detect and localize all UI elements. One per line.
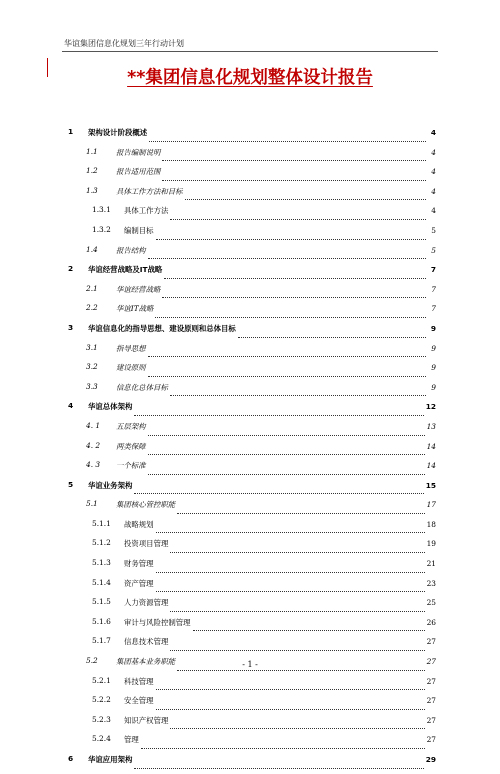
toc-dot-leader [170,552,424,553]
toc-dot-leader [185,199,426,200]
toc-dot-leader [156,572,425,573]
toc-entry-label: 两类保障 [116,441,146,451]
toc-entry-page: 4 [430,128,436,137]
toc-entry-label: 一个标准 [116,461,146,471]
toc-entry-label: 信息化总体目标 [116,382,168,392]
toc-dot-leader [134,493,423,494]
toc-entry-number: 1.4 [86,244,98,254]
toc-dot-leader [134,415,423,416]
toc-entry-label: 华谊信息化的指导思想、建设原则和总体目标 [88,323,236,333]
toc-entry-page: 27 [426,735,436,745]
toc-entry[interactable] [64,441,436,461]
toc-entry-number: 3 [68,322,74,332]
toc-dot-leader [170,650,424,651]
toc-entry[interactable] [64,499,436,519]
toc-entry-number: 1 [68,127,74,136]
margin-mark [47,58,48,77]
toc-entry[interactable] [64,284,436,304]
toc-dot-leader [170,219,426,220]
table-of-contents [64,127,436,774]
running-header: 华谊集团信息化规划三年行动计划 [64,39,184,48]
toc-entry-label: 报告适用范围 [116,167,161,177]
toc-entry-label: 华谊IT战略 [116,304,154,314]
toc-entry-page: 7 [431,284,436,294]
toc-entry-number: 3.3 [86,381,98,391]
toc-entry[interactable] [64,636,436,656]
toc-entry-page: 27 [426,657,436,667]
toc-entry-number: 1.3.2 [92,224,111,234]
toc-dot-leader [170,611,424,612]
toc-entry-page: 27 [426,696,436,706]
toc-entry-number: 5.1.4 [92,577,111,587]
toc-entry[interactable] [64,538,436,558]
toc-entry-number: 5.1.7 [92,636,111,646]
toc-entry-number: 5.1.6 [92,616,111,626]
toc-dot-leader [177,670,424,671]
toc-dot-leader [148,376,426,377]
toc-entry-label: 人力资源管理 [124,598,169,608]
toc-entry[interactable] [64,382,436,402]
toc-dot-leader [148,356,426,357]
page-number: - 1 - [242,660,258,669]
toc-entry-number: 5.1.5 [92,597,111,607]
toc-dot-leader [141,748,425,749]
document-title: **集团信息化规划整体设计报告 [127,68,373,88]
toc-entry-label: 具体工作方法和目标 [116,186,183,196]
toc-entry-label: 科技管理 [124,676,154,686]
toc-entry[interactable] [64,264,436,284]
toc-entry-label: 知识产权管理 [124,715,169,725]
toc-entry-label: 华谊应用架构 [88,755,133,764]
toc-entry[interactable] [64,323,436,343]
toc-entry[interactable] [64,362,436,382]
toc-entry-label: 报告编制说明 [116,147,161,157]
toc-entry-page: 9 [431,343,436,353]
toc-entry-page: 14 [426,441,436,451]
toc-dot-leader [193,630,425,631]
toc-dot-leader [162,297,426,298]
toc-entry-page: 13 [426,421,436,431]
toc-entry-page: 19 [426,539,436,549]
toc-dot-leader [156,532,425,533]
toc-entry-number: 1.3.1 [92,205,111,215]
toc-entry-number: 2.1 [86,283,98,293]
toc-entry[interactable] [64,558,436,578]
toc-entry-label: 架构设计阶段概述 [88,128,148,137]
toc-entry-number: 3.1 [86,342,98,352]
toc-entry[interactable] [64,695,436,715]
toc-entry-label: 具体工作方法 [124,206,169,216]
toc-entry-label: 集团基本业务职能 [116,657,176,667]
toc-entry-page: 21 [426,559,436,569]
toc-entry-page: 15 [425,480,436,490]
toc-dot-leader [148,474,425,475]
toc-dot-leader [156,591,425,592]
toc-entry-number: 5.2.4 [92,734,111,744]
toc-entry-label: 指导思想 [116,343,146,353]
toc-entry[interactable] [64,519,436,539]
toc-entry-number: 4. 3 [86,460,101,470]
toc-entry-number: 5.2 [86,656,98,666]
toc-entry-label: 投资项目管理 [124,539,169,549]
toc-dot-leader [156,239,426,240]
toc-entry-label: 报告结构 [116,245,146,255]
toc-entry-label: 信息技术管理 [124,637,169,647]
toc-entry-page: 27 [426,715,436,725]
toc-entry-page: 7 [430,265,436,275]
toc-entry-number: 5.1.2 [92,538,111,548]
toc-entry-number: 2 [68,264,74,274]
toc-entry-number: 5.2.2 [92,695,111,705]
toc-dot-leader [148,258,426,259]
toc-entry[interactable] [64,754,436,774]
toc-dot-leader [238,337,426,338]
toc-entry-page: 27 [426,637,436,647]
toc-entry[interactable] [64,225,436,245]
toc-entry-label: 资产管理 [124,578,154,588]
toc-entry-page: 4 [431,206,436,216]
toc-entry-number: 4. 1 [86,420,101,430]
toc-entry-label: 五层架构 [116,421,146,431]
toc-dot-leader [148,454,425,455]
toc-entry-page: 23 [426,578,436,588]
toc-entry-page: 5 [431,245,436,255]
toc-entry-number: 2.2 [86,303,98,313]
toc-entry-page: 17 [426,500,436,510]
toc-entry[interactable] [64,460,436,480]
toc-entry[interactable] [64,166,436,186]
toc-entry-label: 华谊业务架构 [88,480,133,490]
toc-entry-number: 6 [68,754,74,763]
toc-entry-page: 5 [431,225,436,235]
toc-entry-page: 9 [431,382,436,392]
toc-entry[interactable] [64,617,436,637]
toc-entry-page: 12 [425,402,436,412]
toc-entry-page: 4 [431,167,436,177]
toc-entry[interactable] [64,205,436,225]
toc-entry[interactable] [64,480,436,500]
toc-entry-label: 财务管理 [124,559,154,569]
toc-dot-leader [170,395,426,396]
toc-entry[interactable] [64,597,436,617]
toc-dot-leader [149,141,426,142]
toc-dot-leader [164,278,426,279]
toc-dot-leader [155,317,426,318]
toc-entry[interactable] [64,715,436,735]
toc-entry[interactable] [64,186,436,206]
toc-entry[interactable] [64,147,436,167]
toc-entry-label: 华谊总体架构 [88,402,133,412]
toc-entry-number: 1.2 [86,166,98,176]
toc-entry-label: 管理 [124,735,139,745]
toc-dot-leader [177,513,424,514]
toc-entry-label: 华谊经营战略及IT战略 [88,265,163,275]
toc-entry-label: 战略规划 [124,519,154,529]
toc-dot-leader [162,160,426,161]
toc-entry-number: 5.2.3 [92,714,111,724]
toc-dot-leader [134,768,423,769]
toc-entry-number: 1.3 [86,185,98,195]
toc-entry-page: 9 [430,323,436,333]
toc-entry[interactable] [64,578,436,598]
toc-entry[interactable] [64,421,436,441]
toc-entry-label: 集团核心管控职能 [116,500,176,510]
toc-entry-label: 审计与风险控制管理 [124,617,191,627]
toc-entry-page: 4 [431,147,436,157]
toc-entry[interactable] [64,734,436,754]
toc-entry-number: 4. 2 [86,440,101,450]
toc-entry[interactable] [64,401,436,421]
toc-entry-label: 安全管理 [124,696,154,706]
toc-dot-leader [162,180,426,181]
toc-entry-number: 5 [68,479,74,489]
toc-dot-leader [148,435,425,436]
toc-entry[interactable] [64,127,436,147]
toc-entry-page: 7 [431,304,436,314]
toc-entry-page: 4 [431,186,436,196]
toc-entry-number: 5.2.1 [92,675,111,685]
toc-entry-page: 9 [431,363,436,373]
toc-entry[interactable] [64,303,436,323]
toc-dot-leader [156,709,425,710]
toc-entry[interactable] [64,676,436,696]
toc-entry-number: 4 [68,401,74,411]
toc-entry-page: 18 [426,519,436,529]
toc-entry-page: 25 [426,598,436,608]
toc-dot-leader [170,728,424,729]
toc-entry-label: 建设原则 [116,363,146,373]
toc-entry-number: 5.1 [86,499,98,509]
toc-entry-label: 编制目标 [124,225,154,235]
toc-entry-page: 14 [426,461,436,471]
toc-entry-page: 26 [426,617,436,627]
toc-entry-page: 29 [425,755,436,764]
header-rule [62,51,438,52]
toc-entry-number: 5.1.1 [92,518,111,528]
toc-entry[interactable] [64,245,436,265]
toc-entry-number: 3.2 [86,362,98,372]
toc-entry[interactable] [64,343,436,363]
toc-entry-number: 1.1 [86,146,98,156]
toc-entry-label: 华谊经营战略 [116,284,161,294]
toc-dot-leader [156,689,425,690]
toc-entry-page: 27 [426,676,436,686]
toc-entry-number: 5.1.3 [92,558,111,568]
